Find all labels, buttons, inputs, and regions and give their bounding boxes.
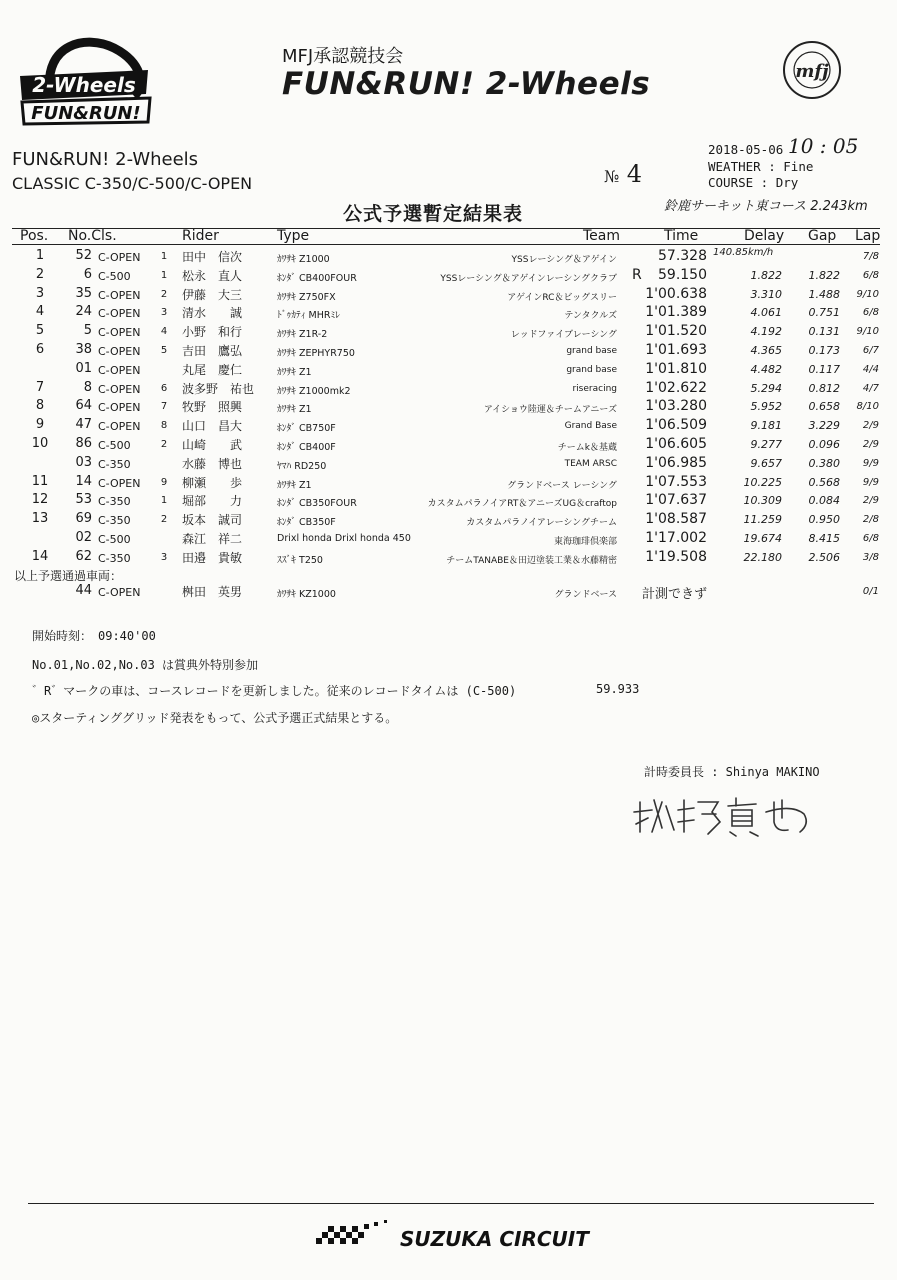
team-name: カスタムパラノイアRT＆アニーズUG＆craftop [427,499,617,510]
class-position: 7 [160,401,168,413]
team-name: 東海珈琲倶楽部 [553,537,617,547]
class: C-350 [98,551,131,565]
gap: 3.229 [808,419,840,433]
lap-time: 1'06.605 [645,436,707,452]
car-number: 38 [75,342,92,357]
table-row [0,492,897,511]
table-row [0,436,897,455]
header-bottom-rule [12,244,880,245]
team-name: YSSレーシング＆アゲインレーシングクラブ [440,273,617,284]
car-number: 8 [83,379,92,395]
nq-time: 計測できず [642,587,708,602]
lap-time: 1'03.280 [645,398,707,415]
delay: 22.180 [743,550,782,564]
lap-count: 6/8 [862,307,879,319]
table-row [0,511,897,530]
position: 9 [35,417,45,433]
machine-type: ﾎﾝﾀﾞ CB400F [277,442,336,453]
lap-count: 9/10 [856,288,879,300]
lap-count: 4/4 [862,363,879,375]
class-name: CLASSIC C-350/C-500/C-OPEN [12,174,253,193]
class: C-OPEN [98,382,141,396]
machine-type: ｶﾜｻｷ Z1 [277,479,312,491]
lap-count: 2/9 [862,439,879,450]
class: C-OPEN [98,307,141,321]
lap-time: 1'02.622 [645,379,707,396]
gap: 1.822 [808,268,840,282]
meta-block [708,134,859,192]
machine-type: ｶﾜｻｷ Z750FX [277,291,336,303]
rider-name: 吉田 鷹弘 [182,344,243,358]
car-number: 02 [75,530,92,545]
delay: 10.309 [743,494,782,508]
gap: 1.488 [808,287,840,301]
lap-count: 2/9 [862,420,879,432]
gap: 2.506 [808,550,840,564]
rider-name: 松永 直人 [182,268,243,283]
class-position: 1 [160,251,168,262]
table-row [0,304,897,323]
non-qualified-row [0,583,897,602]
machine-type: ｶﾜｻｷ Z1 [277,404,312,416]
class-position: 3 [160,551,168,563]
machine-type: ｶﾜｻｷ Z1 [277,366,312,378]
qualified-label: 以上予選通過車両： [14,569,123,583]
team-name: グランドベース レーシング [507,480,617,491]
team-name: テンタクルズ [564,311,617,322]
team-name: チームTANABE＆田辺塗装工業＆水藤精密 [446,555,617,566]
position: 13 [31,511,49,527]
class-position: 1 [160,495,168,507]
delay: 4.192 [750,325,782,339]
delay: 4.482 [750,362,782,376]
rider-name: 伊藤 大三 [182,287,243,302]
suzuka-circuit-logo [312,1216,612,1256]
team-name: カスタムパラノイアレーシングチーム [466,518,617,529]
table-row [0,361,897,380]
delay: 4.061 [750,306,782,320]
rider-name: 坂本 誠司 [182,513,243,528]
team-name: Grand Base [564,421,617,432]
delay: 5.952 [750,400,782,414]
timekeeper: 計時委員長 : Shinya MAKINO [644,765,820,779]
team-name: TEAM ARSC [564,458,617,469]
note-course-record: ゛R゛マークの車は、コースレコードを更新しました。従来のレコードタイムは (C-500) [32,684,517,698]
delay: 9.181 [750,419,782,433]
position: 12 [31,492,49,508]
class: C-OPEN [98,401,141,415]
event-name: FUN&RUN! 2-Wheels [12,149,199,170]
lap-time: 1'17.002 [645,530,707,546]
table-row [0,417,897,436]
lap-count: 9/10 [856,326,879,338]
col-lap: Lap [855,228,881,244]
nq-rider: 桝田 英男 [182,585,243,599]
class-position: 2 [160,288,168,300]
lap-count: 8/10 [856,401,879,413]
table-row [0,549,897,568]
class-position: 9 [160,476,168,488]
delay: 5.294 [750,381,782,395]
class: C-OPEN [98,288,141,302]
lap-time: 1'19.508 [645,548,707,565]
svg-text:mfj: mfj [795,61,829,82]
class: C-OPEN [98,326,141,340]
rider-name: 波多野 祐也 [182,381,255,396]
delay: 1.822 [750,268,782,282]
weather-label: WEATHER : [708,158,776,174]
gap: 0.568 [808,475,840,489]
record-mark: R [632,266,642,283]
event-banner: FUN&RUN! 2-Wheels [282,66,651,102]
class: C-OPEN [98,363,141,377]
delay: 3.310 [750,287,782,301]
rider-name: 山口 昌大 [182,419,243,434]
machine-type: ｶﾜｻｷ ZEPHYR750 [277,348,355,359]
table-row [0,286,897,305]
lap-time: 1'06.985 [645,454,707,471]
col-team: Team [583,228,621,244]
delay: 9.277 [750,438,782,451]
table-row [0,342,897,361]
col-nocls: No.Cls. [68,228,117,244]
car-number: 01 [75,360,92,376]
lap-time: 1'07.553 [645,473,707,490]
sheet-number [604,160,642,188]
gap: 0.131 [808,325,840,339]
svg-text:2-Wheels: 2-Wheels [32,73,136,97]
col-rider: Rider [182,228,219,244]
col-time: Time [664,228,699,244]
rider-name: 柳瀬 歩 [182,475,243,490]
lap-time: 1'06.509 [645,417,707,434]
handwritten-signature [632,792,822,840]
position: 4 [35,304,45,320]
lap-count: 7/8 [862,251,879,262]
table-row [0,530,897,549]
class: C-OPEN [98,345,141,358]
fun-run-logo [14,34,154,126]
lap-time: 59.150 [658,266,707,283]
machine-type: ｶﾜｻｷ Z1000mk2 [277,385,351,397]
car-number: 62 [75,548,92,564]
position: 10 [31,436,49,451]
lap-time: 1'01.693 [645,342,707,358]
team-name: grand base [566,364,617,375]
lap-count: 6/8 [862,533,879,544]
course-label: COURSE : [708,175,769,190]
rider-name: 小野 和行 [182,325,243,340]
position: 5 [35,323,45,339]
nq-team: グランドベース [554,590,617,600]
delay: 4.365 [750,344,782,357]
car-number: 6 [83,266,92,282]
document-title: 公式予選暫定結果表 [343,203,524,225]
machine-type: ｽｽﾞｷ T250 [277,554,323,566]
car-number: 64 [75,398,92,414]
speed: 140.85km/h [713,247,774,258]
gap: 0.084 [808,494,840,508]
position: 11 [31,473,49,489]
mfj-seal-icon [782,40,842,100]
car-number: 53 [75,492,92,508]
date: 2018-05-06 [708,142,784,157]
nq-number: 44 [75,583,92,598]
gap: 0.950 [808,513,840,527]
col-gap: Gap [808,228,837,244]
class: C-OPEN [98,420,141,434]
car-number: 52 [75,248,92,263]
handwritten-time: 10 : 05 [788,134,859,158]
position: 14 [31,548,49,564]
gap: 0.117 [808,362,840,376]
course-condition: Dry [775,175,799,190]
car-number: 35 [75,285,92,301]
team-name: アイショウ陸運＆チームアニーズ [483,405,617,416]
lap-count: 6/7 [862,345,879,356]
machine-type: ｶﾜｻｷ Z1R-2 [277,329,328,341]
class: C-500 [98,439,131,452]
gap: 8.415 [808,532,840,545]
lap-count: 6/8 [862,269,879,281]
class: C-350 [98,514,131,528]
delay: 9.657 [750,456,782,470]
footer-rule [28,1203,874,1204]
car-number: 5 [83,323,92,339]
car-number: 69 [75,511,92,527]
class: C-350 [98,495,131,509]
table-row [0,474,897,493]
lap-time: 1'07.637 [645,492,707,509]
team-name: レッドファイブレーシング [510,330,617,341]
delay: 19.674 [743,532,782,545]
machine-type: Drixl honda Drixl honda 450 [277,533,411,544]
position: 3 [35,285,45,301]
class-position: 2 [160,514,168,526]
class: C-350 [98,457,131,471]
team-name: YSSレーシング＆アゲイン [511,255,617,265]
table-row [0,323,897,342]
col-pos: Pos. [20,228,49,244]
class-position: 1 [160,269,168,281]
lap-time: 1'01.520 [645,323,707,340]
team-name: チームk＆基蔵 [557,443,617,453]
table-row [0,380,897,399]
class: C-OPEN [98,251,141,264]
lap-count: 9/9 [862,476,879,488]
car-number: 03 [75,454,92,470]
lap-time: 1'08.587 [645,511,707,528]
rider-name: 山崎 武 [182,438,243,452]
lap-count: 2/9 [862,495,879,507]
lap-count: 2/8 [862,514,879,526]
machine-type: ﾎﾝﾀﾞ CB350FOUR [277,498,357,510]
team-name: grand base [566,346,617,356]
gap: 0.751 [808,306,840,320]
machine-type: ｶﾜｻｷ Z1000 [277,254,330,265]
rider-name: 牧野 照興 [182,400,243,415]
machine-type: ﾎﾝﾀﾞ CB350F [277,517,336,529]
col-delay: Delay [744,228,785,244]
note-record-time: 59.933 [596,682,640,696]
nq-type: ｶﾜｻｷ KZ1000 [277,589,336,600]
position: 2 [35,266,45,282]
gap: 0.096 [808,438,840,451]
car-number: 86 [75,436,92,451]
position: 1 [35,248,45,263]
weather-value: Fine [783,158,814,174]
note-start-time: 開始時刻： 09:40'00 [32,629,156,643]
table-row [0,398,897,417]
rider-name: 田邉 貴敏 [182,550,243,565]
car-number: 14 [75,473,92,489]
lap-count: 9/9 [862,457,879,469]
machine-type: ﾎﾝﾀﾞ CB750F [277,423,336,435]
table-row [0,455,897,474]
rider-name: 森江 祥二 [182,532,243,546]
rider-name: 田中 信次 [182,250,243,264]
gap: 0.658 [808,400,840,414]
col-type: Type [277,228,310,244]
delay: 11.259 [743,513,782,527]
delay: 10.225 [743,475,782,489]
class-position: 8 [160,420,168,432]
machine-type: ﾎﾝﾀﾞ CB400FOUR [277,272,357,284]
team-name: アゲインRC＆ビッグスリー [507,292,617,303]
lap-time: 1'00.638 [645,285,707,302]
rider-name: 丸尾 慶仁 [182,362,243,377]
class-position: 6 [160,382,168,394]
rider-name: 堀部 力 [182,494,243,509]
table-row [0,267,897,286]
position: 6 [35,342,45,357]
svg-text:FUN&RUN!: FUN&RUN! [31,103,141,124]
class-position: 5 [160,345,168,356]
sheet-no-mark: № [604,167,620,186]
lap-time: 1'01.810 [645,360,707,377]
lap-count: 3/8 [862,551,879,563]
gap: 0.173 [808,344,840,357]
note-grid: ◎スターティンググリッド発表をもって、公式予選正式結果とする。 [32,711,398,725]
note-special-entry: No.01,No.02,No.03 は賞典外特別参加 [32,658,259,672]
machine-type: ﾔﾏﾊ RD250 [277,460,327,472]
class-position: 3 [160,307,168,319]
rider-name: 水藤 博也 [182,456,243,471]
class-position: 2 [160,439,168,450]
rider-name: 清水 誠 [182,306,243,321]
machine-type: ﾄﾞｩｶﾃｨ MHRﾐﾚ [277,310,340,322]
class-position: 4 [160,326,168,338]
nq-class: C-OPEN [98,586,141,599]
table-row [0,248,897,267]
lap-time: 1'01.389 [645,304,707,321]
position: 7 [35,379,45,395]
footer-brand: SUZUKA CIRCUIT [400,1227,589,1251]
lap-count: 4/7 [862,382,879,394]
class: C-500 [98,533,131,546]
sheet-no-value: 4 [626,160,643,188]
car-number: 24 [75,304,92,320]
gap: 0.380 [808,456,840,470]
car-number: 47 [75,417,92,433]
position: 8 [35,398,45,414]
nq-lap: 0/1 [862,586,879,597]
lap-time: 57.328 [658,248,707,264]
class: C-OPEN [98,476,141,490]
class: C-500 [98,269,131,283]
gap: 0.812 [808,381,840,395]
mfj-approval-title: MFJ承認競技会 [282,46,404,67]
team-name: riseracing [572,383,617,394]
course-name: 鈴鹿サーキット東コース 2.243km [664,199,868,214]
